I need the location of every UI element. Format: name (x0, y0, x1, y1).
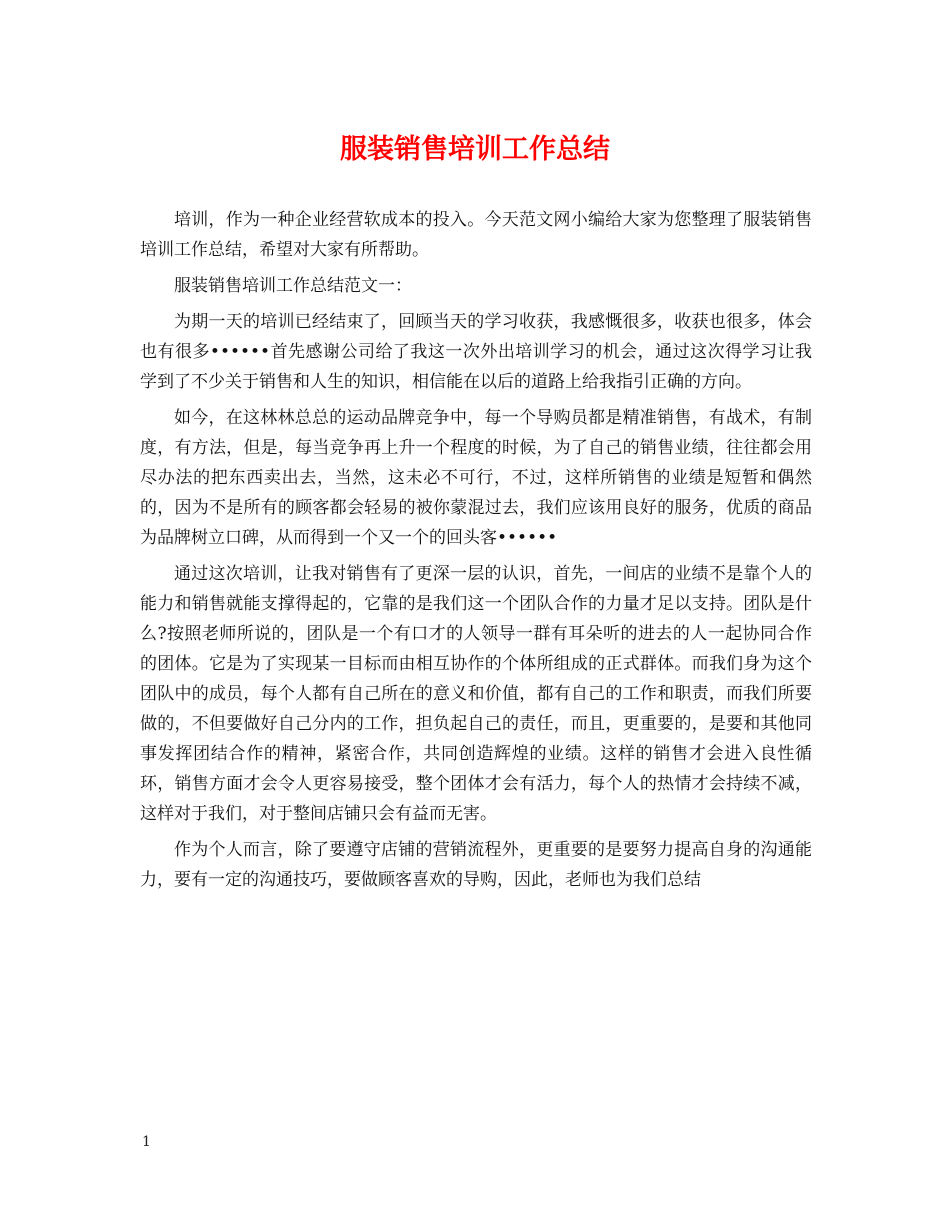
paragraph-personal-skills: 作为个人而言，除了要遵守店铺的营销流程外，更重要的是要努力提高自身的沟通能力，要有一定的沟通技巧，要做顾客喜欢的导购，因此，老师也为我们总结 (140, 840, 812, 890)
page-number: 1 (142, 1134, 151, 1150)
document-body (140, 205, 812, 901)
paragraph-brand-competition: 如今，在这林林总总的运动品牌竞争中，每一个导购员都是精准销售，有战术，有制度，有方法，但是，每当竞争再上升一个程度的时候，为了自己的销售业绩，往往都会用尽办法的把东西卖出去，当然，这未必不可行，不过，这样所销售的业绩是短暂和偶然的，因为不是所有的顾客都会轻易的被你蒙混过去，我们应该用良好的服务，优质的商品为品牌树立口碑，从而得到一个又一个的回头客•••••• (140, 408, 812, 548)
paragraph-training-review: 为期一天的培训已经结束了，回顾当天的学习收获，我感慨很多，收获也很多，体会也有很多••••••首先感谢公司给了我这一次外出培训学习的机会，通过这次得学习让我学到了不少关于销售和人生的知识，相信能在以后的道路上给我指引正确的方向。 (140, 312, 812, 392)
document-title: 服装销售培训工作总结 (340, 134, 610, 165)
paragraph-teamwork: 通过这次培训，让我对销售有了更深一层的认识，首先，一间店的业绩不是靠个人的能力和销售就能支撑得起的，它靠的是我们这一个团队合作的力量才足以支持。团队是什么?按照老师所说的，团队是一个有口才的人领导一群有耳朵听的进去的人一起协同合作的团体。它是为了实现某一目标而由相互协作的个体所组成的正式群体。而我们身为这个团队中的成员，每个人都有自己所在的意义和价值，都有自己的工作和职责，而我们所要做的，不但要做好自己分内的工作，担负起自己的责任，而且，更重要的，是要和其他同事发挥团结合作的精神，紧密合作，共同创造辉煌的业绩。这样的销售才会进入良性循环，销售方面才会令人更容易接受，整个团体才会有活力，每个人的热情才会持续不减，这样对于我们，对于整间店铺只会有益而无害。 (140, 564, 812, 824)
paragraph-section-heading: 服装销售培训工作总结范文一： (174, 276, 412, 296)
paragraph-intro: 培训，作为一种企业经营软成本的投入。今天范文网小编给大家为您整理了服装销售培训工作总结，希望对大家有所帮助。 (140, 210, 812, 260)
